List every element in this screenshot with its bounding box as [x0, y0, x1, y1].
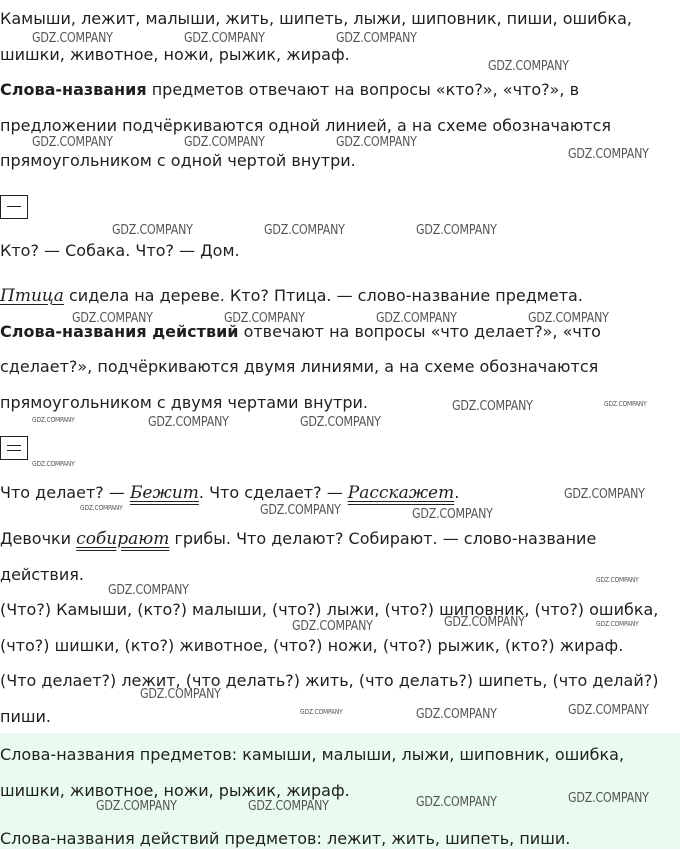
watermark: GDZ.COMPANY — [564, 487, 645, 502]
watermark: GDZ.COMPANY — [568, 791, 649, 806]
watermark: GDZ.COMPANY — [184, 31, 265, 46]
watermark: GDZ.COMPANY — [148, 415, 229, 430]
watermark: GDZ.COMPANY — [32, 416, 75, 424]
term-bold: Слова-названия действий — [0, 322, 239, 341]
text-line: прямоугольником с одной чертой внутри. — [0, 151, 356, 170]
example-line: Девочки собирают грибы. Что делают? Собирают. — слово-название — [0, 529, 597, 549]
watermark: GDZ.COMPANY — [444, 615, 525, 630]
text-line: прямоугольником с двумя чертами внутри. — [0, 393, 368, 412]
watermark: GDZ.COMPANY — [224, 311, 305, 326]
watermark: GDZ.COMPANY — [452, 399, 533, 414]
text-line: Камыши, лежит, малыши, жить, шипеть, лыжи, шиповник, пиши, ошибка, — [0, 9, 632, 28]
watermark: GDZ.COMPANY — [32, 135, 113, 150]
watermark: GDZ.COMPANY — [80, 504, 123, 512]
watermark: GDZ.COMPANY — [300, 415, 381, 430]
answer-line: Слова-названия действий предметов: лежит, жить, шипеть, пиши. — [0, 829, 571, 848]
watermark: GDZ.COMPANY — [336, 135, 417, 150]
example-line: Что делает? — Бежит. Что сделает? — Расскажет. — [0, 483, 460, 503]
watermark: GDZ.COMPANY — [488, 59, 569, 74]
watermark: GDZ.COMPANY — [112, 223, 193, 238]
term-bold: Слова-названия — [0, 80, 147, 99]
watermark: GDZ.COMPANY — [416, 795, 497, 810]
rule-line: Слова-названия действий отвечают на вопросы «что делает?», «что — [0, 322, 601, 341]
watermark: GDZ.COMPANY — [568, 147, 649, 162]
example-line: Кто? — Собака. Что? — Дом. — [0, 241, 240, 260]
watermark: GDZ.COMPANY — [260, 503, 341, 518]
watermark: GDZ.COMPANY — [140, 687, 221, 702]
watermark: GDZ.COMPANY — [32, 31, 113, 46]
watermark: GDZ.COMPANY — [108, 583, 189, 598]
answer-line: шишки, животное, ножи, рыжик, жираф. — [0, 781, 350, 800]
handwritten-noun: Птица — [0, 286, 64, 306]
text-line: предложении подчёркиваются одной линией, а на схеме обозначаются — [0, 116, 612, 135]
watermark: GDZ.COMPANY — [248, 799, 329, 814]
watermark: GDZ.COMPANY — [596, 620, 639, 628]
watermark: GDZ.COMPANY — [32, 460, 75, 468]
answer-line: Слова-названия предметов: камыши, малыши, лыжи, шиповник, ошибка, — [0, 745, 625, 764]
handwritten-verb: Расскажет — [347, 483, 455, 503]
answer-line: (Что?) Камыши, (кто?) малыши, (что?) лыжи, (что?) шиповник, (что?) ошибка, — [0, 600, 659, 619]
watermark: GDZ.COMPANY — [264, 223, 345, 238]
scheme-two-lines-icon — [0, 436, 28, 460]
answer-line: пиши. — [0, 707, 51, 726]
text-line: шишки, животное, ножи, рыжик, жираф. — [0, 45, 350, 64]
answer-line: (что?) шишки, (кто?) животное, (что?) ножи, (что?) рыжик, (кто?) жираф. — [0, 636, 624, 655]
text-line: действия. — [0, 565, 84, 584]
scheme-one-line-icon — [0, 195, 28, 219]
watermark: GDZ.COMPANY — [336, 31, 417, 46]
watermark: GDZ.COMPANY — [72, 311, 153, 326]
watermark: GDZ.COMPANY — [300, 708, 343, 716]
rule-line: Слова-названия предметов отвечают на вопросы «кто?», «что?», в — [0, 80, 580, 99]
watermark: GDZ.COMPANY — [412, 507, 493, 522]
handwritten-verb: Бежит — [129, 483, 199, 503]
watermark: GDZ.COMPANY — [568, 703, 649, 718]
watermark: GDZ.COMPANY — [184, 135, 265, 150]
watermark: GDZ.COMPANY — [292, 619, 373, 634]
watermark: GDZ.COMPANY — [604, 400, 647, 408]
handwritten-verb: собирают — [76, 529, 170, 549]
watermark: GDZ.COMPANY — [376, 311, 457, 326]
watermark: GDZ.COMPANY — [596, 576, 639, 584]
watermark: GDZ.COMPANY — [96, 799, 177, 814]
watermark: GDZ.COMPANY — [416, 223, 497, 238]
watermark: GDZ.COMPANY — [416, 707, 497, 722]
watermark: GDZ.COMPANY — [528, 311, 609, 326]
answer-line: (Что делает?) лежит, (что делать?) жить, (что делать?) шипеть, (что делай?) — [0, 671, 659, 690]
example-line: Птица сидела на дереве. Кто? Птица. — слово-название предмета. — [0, 286, 583, 306]
text-line: сделает?», подчёркиваются двумя линиями, а на схеме обозначаются — [0, 357, 599, 376]
